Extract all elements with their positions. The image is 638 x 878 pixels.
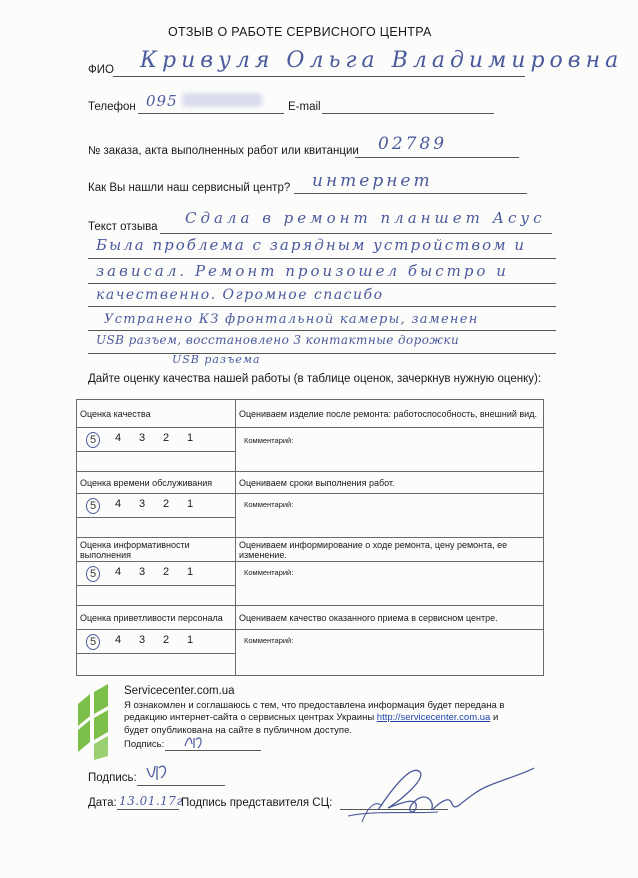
fio-value: Кривуля Ольга Владимировна <box>140 48 624 73</box>
fio-label: ФИО <box>88 64 114 76</box>
phone-label: Телефон <box>88 101 136 113</box>
grade-1[interactable]: 1 <box>186 565 194 578</box>
signature-label: Подпись: <box>88 772 137 784</box>
grade-1[interactable]: 1 <box>186 497 194 510</box>
grade-4[interactable]: 4 <box>114 633 122 646</box>
rating-desc: Оцениваем качество оказанного приема в сервисном центре. <box>236 606 544 630</box>
review-text-5: Устранено КЗ фронтальной камеры, заменен <box>104 312 479 327</box>
phone-value: 095 <box>146 92 178 110</box>
comment-label: Комментарий: <box>244 568 294 577</box>
grade-5-selected[interactable]: 5 <box>86 566 100 582</box>
consent-sign-label: Подпись: <box>124 739 165 750</box>
rep-sign-label: Подпись представителя СЦ: <box>181 797 333 809</box>
consent-text-end: и <box>490 712 499 723</box>
review-line-6 <box>88 353 556 354</box>
date-value: 13.01.17г <box>119 794 184 808</box>
comment-label: Комментарий: <box>244 500 294 509</box>
consent-sign-line <box>165 750 261 751</box>
grade-3[interactable]: 3 <box>138 431 146 444</box>
review-line-2 <box>88 258 556 259</box>
order-label: № заказа, акта выполненных работ или квитанции <box>88 145 359 157</box>
grade-row[interactable] <box>77 562 236 586</box>
grade-2[interactable]: 2 <box>162 633 170 646</box>
form-title: ОТЗЫВ О РАБОТЕ СЕРВИСНОГО ЦЕНТРА <box>168 25 432 39</box>
review-text-2: Была проблема с зарядным устройством и <box>96 236 527 254</box>
grade-4[interactable]: 4 <box>114 565 122 578</box>
phone-line <box>138 113 284 114</box>
grade-row[interactable] <box>77 630 236 654</box>
review-line-1 <box>160 233 552 234</box>
rating-name: Оценка времени обслуживания <box>77 472 236 494</box>
phone-redaction <box>182 93 262 107</box>
review-label: Текст отзыва <box>88 221 158 233</box>
signature-line <box>137 785 225 786</box>
review-text-1: Сдала в ремонт планшет Асус <box>185 209 546 227</box>
source-label: Как Вы нашли наш сервисный центр? <box>88 182 291 194</box>
brand-name: Servicecenter.com.ua <box>124 685 235 697</box>
client-signature <box>143 762 173 784</box>
grade-3[interactable]: 3 <box>138 633 146 646</box>
consent-line-3: будет опубликована на сайте в публичном доступе. <box>124 725 352 736</box>
grade-2[interactable]: 2 <box>162 497 170 510</box>
review-line-5 <box>88 330 556 331</box>
empty-cell <box>77 452 236 472</box>
grade-4[interactable]: 4 <box>114 431 122 444</box>
empty-cell <box>77 586 236 606</box>
rating-intro: Дайте оценку качества нашей работы (в таблице оценок, зачеркнув нужную оценку): <box>88 373 542 385</box>
grade-2[interactable]: 2 <box>162 431 170 444</box>
site-link[interactable]: http://servicecenter.com.ua <box>376 712 491 723</box>
source-line <box>294 193 527 194</box>
grade-row[interactable] <box>77 494 236 518</box>
grade-3[interactable]: 3 <box>138 565 146 578</box>
grade-2[interactable]: 2 <box>162 565 170 578</box>
review-line-4 <box>88 306 556 307</box>
servicecenter-logo-icon <box>76 684 110 760</box>
grade-row[interactable] <box>77 428 236 452</box>
review-line-3 <box>88 283 556 284</box>
consent-text: редакцию интернет-сайта о сервисных центрах Украины <box>124 712 377 723</box>
empty-cell <box>77 654 236 676</box>
grade-5-selected[interactable]: 5 <box>86 634 100 650</box>
rating-desc: Оцениваем информирование о ходе ремонта, цену ремонта, ее изменение. <box>236 538 544 562</box>
comment-label: Комментарий: <box>244 436 294 445</box>
date-line <box>117 809 179 810</box>
consent-signature <box>182 732 212 752</box>
grade-5-selected[interactable]: 5 <box>86 498 100 514</box>
rep-signature <box>338 760 538 830</box>
consent-line-1: Я ознакомлен и соглашаюсь с тем, что предоставлена информация будет передана в <box>124 700 505 711</box>
order-value: 02789 <box>378 134 448 154</box>
rating-desc: Оцениваем сроки выполнения работ. <box>236 472 544 494</box>
rating-name: Оценка информативности выполнения <box>77 538 236 562</box>
email-label: E-mail <box>288 101 321 113</box>
comment-label: Комментарий: <box>244 636 294 645</box>
date-label: Дата: <box>88 797 117 809</box>
email-line <box>322 113 494 114</box>
rating-name: Оценка приветливости персонала <box>77 606 236 630</box>
grade-5-selected[interactable]: 5 <box>86 432 100 448</box>
rating-desc: Оцениваем изделие после ремонта: работоспособность, внешний вид. <box>236 400 544 428</box>
review-text-6: USB разъем, восстановлено 3 контактные дорожки <box>96 333 460 347</box>
review-text-3: зависал. Ремонт произошел быстро и <box>96 262 509 280</box>
rating-name: Оценка качества <box>77 400 236 428</box>
grade-1[interactable]: 1 <box>186 633 194 646</box>
ratings-table <box>76 399 544 676</box>
grade-3[interactable]: 3 <box>138 497 146 510</box>
empty-cell <box>77 518 236 538</box>
grade-1[interactable]: 1 <box>186 431 194 444</box>
source-value: интернет <box>312 171 433 191</box>
fio-line <box>113 76 525 77</box>
review-text-4: качественно. Огромное спасибо <box>96 287 384 303</box>
consent-line-2 <box>124 712 498 723</box>
review-text-7: USB разъема <box>172 353 261 366</box>
grade-4[interactable]: 4 <box>114 497 122 510</box>
order-line <box>355 157 519 158</box>
